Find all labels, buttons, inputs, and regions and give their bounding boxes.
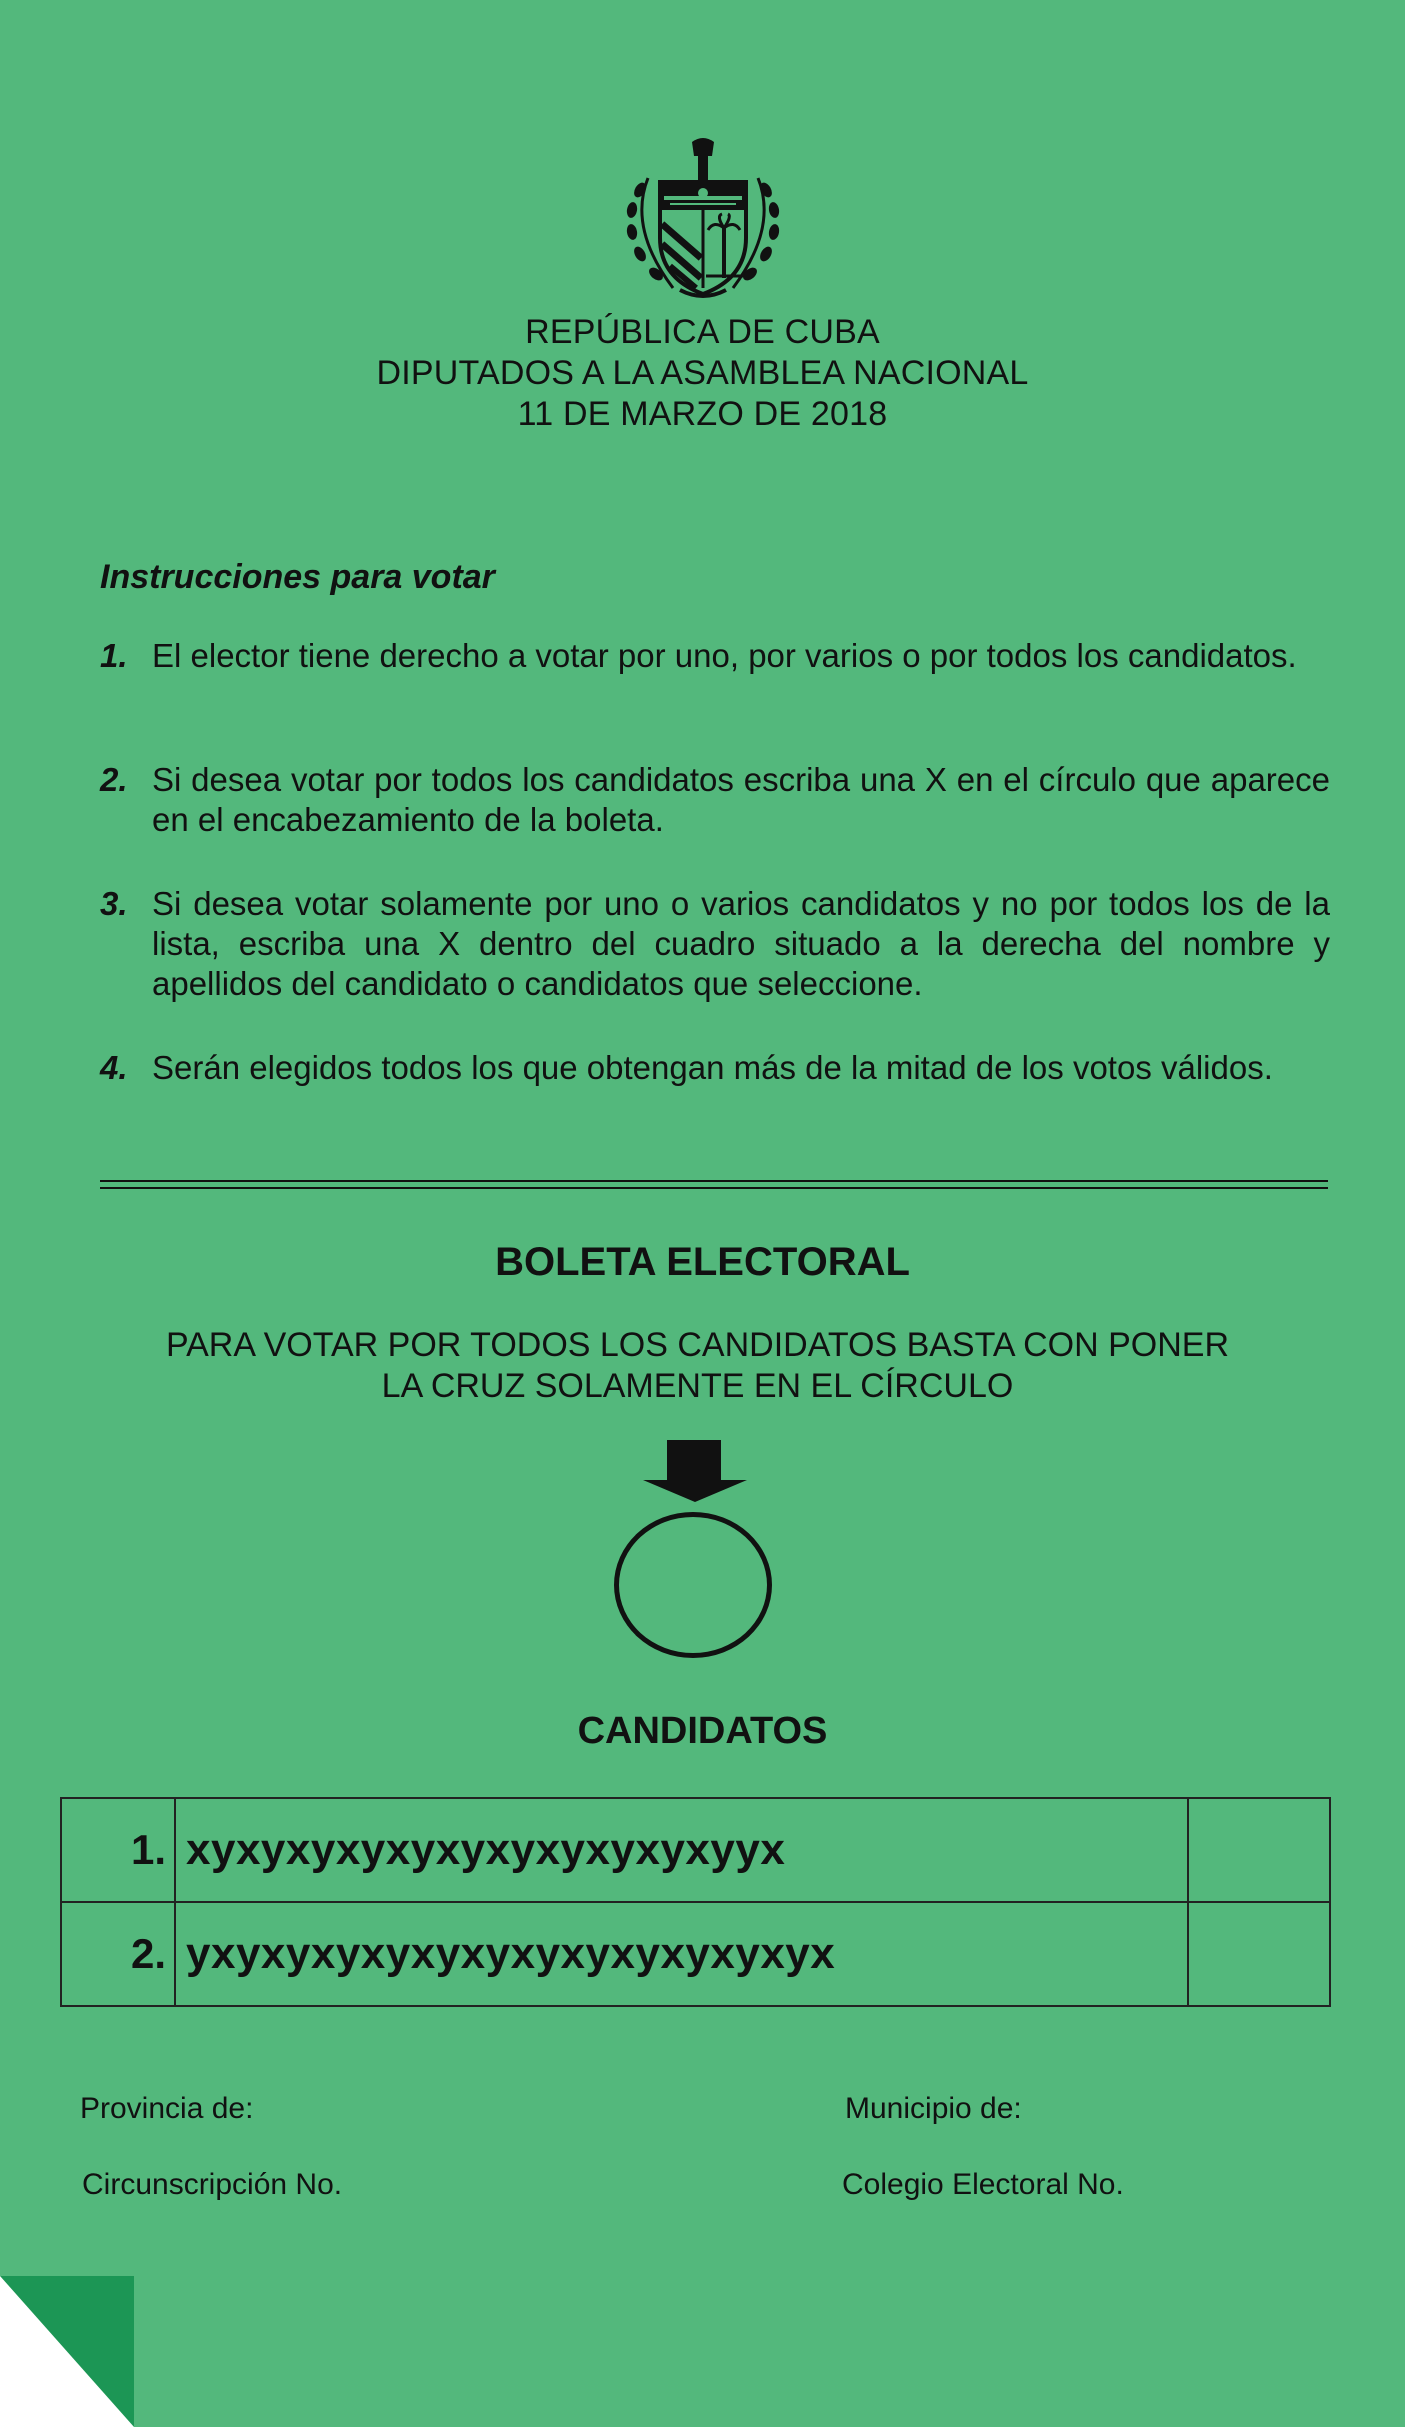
candidates-title: CANDIDATOS xyxy=(577,1710,828,1752)
instruction-item xyxy=(100,760,1330,840)
country-name: REPÚBLICA DE CUBA xyxy=(525,313,880,351)
polling-station-label: Colegio Electoral No. xyxy=(842,2168,1124,2201)
table-row xyxy=(61,1798,1330,1902)
instructions-title: Instrucciones para votar xyxy=(100,558,495,596)
instruction-number: 1. xyxy=(100,637,128,674)
coat-of-arms-emblem xyxy=(618,138,788,303)
candidate-vote-box[interactable] xyxy=(1188,1902,1330,2006)
candidate-vote-box[interactable] xyxy=(1188,1798,1330,1902)
instruction-text: Si desea votar solamente por uno o varios candidatos y no por todos los de la lista, escriba una X dentro del cuadro situado a la derecha del nombre y apellidos del candidato o candidatos que seleccione. xyxy=(152,885,1330,1002)
candidate-name: xyxyxyxyxyxyxyxyxyxyxyyx xyxy=(175,1798,1188,1902)
table-row xyxy=(61,1902,1330,2006)
arrow-down-icon xyxy=(640,1440,750,1502)
instruction-item xyxy=(100,884,1330,1004)
instruction-text: Si desea votar por todos los candidatos escriba una X en el círculo que aparece en el encabezamiento de la boleta. xyxy=(152,761,1330,838)
instruction-text: Serán elegidos todos los que obtengan más de la mitad de los votos válidos. xyxy=(152,1049,1273,1086)
divider-line xyxy=(100,1180,1328,1182)
ballot-note: PARA VOTAR POR TODOS LOS CANDIDATOS BASTA CON PONER xyxy=(165,1326,1230,1364)
ballot-note: LA CRUZ SOLAMENTE EN EL CÍRCULO xyxy=(381,1367,1014,1405)
election-date: 11 DE MARZO DE 2018 xyxy=(517,395,888,433)
candidate-name: yxyxyxyxyxyxyxyxyxyxyxyxyx xyxy=(175,1902,1188,2006)
constituency-label: Circunscripción No. xyxy=(82,2168,343,2201)
instruction-number: 2. xyxy=(100,761,128,798)
folded-corner xyxy=(0,2276,134,2427)
instruction-item xyxy=(100,636,1330,676)
candidate-number: 1. xyxy=(61,1798,175,1902)
instruction-number: 3. xyxy=(100,885,128,922)
election-body: DIPUTADOS A LA ASAMBLEA NACIONAL xyxy=(376,354,1029,392)
instruction-item xyxy=(100,1048,1330,1088)
instruction-text: El elector tiene derecho a votar por uno, por varios o por todos los candidatos. xyxy=(152,637,1297,674)
vote-all-circle[interactable] xyxy=(614,1512,772,1658)
divider-line xyxy=(100,1187,1328,1189)
municipality-label: Municipio de: xyxy=(845,2092,1022,2125)
candidate-number: 2. xyxy=(61,1902,175,2006)
instruction-number: 4. xyxy=(100,1049,128,1086)
candidates-table xyxy=(60,1797,1331,2007)
province-label: Provincia de: xyxy=(80,2092,254,2125)
ballot-title: BOLETA ELECTORAL xyxy=(495,1240,910,1284)
